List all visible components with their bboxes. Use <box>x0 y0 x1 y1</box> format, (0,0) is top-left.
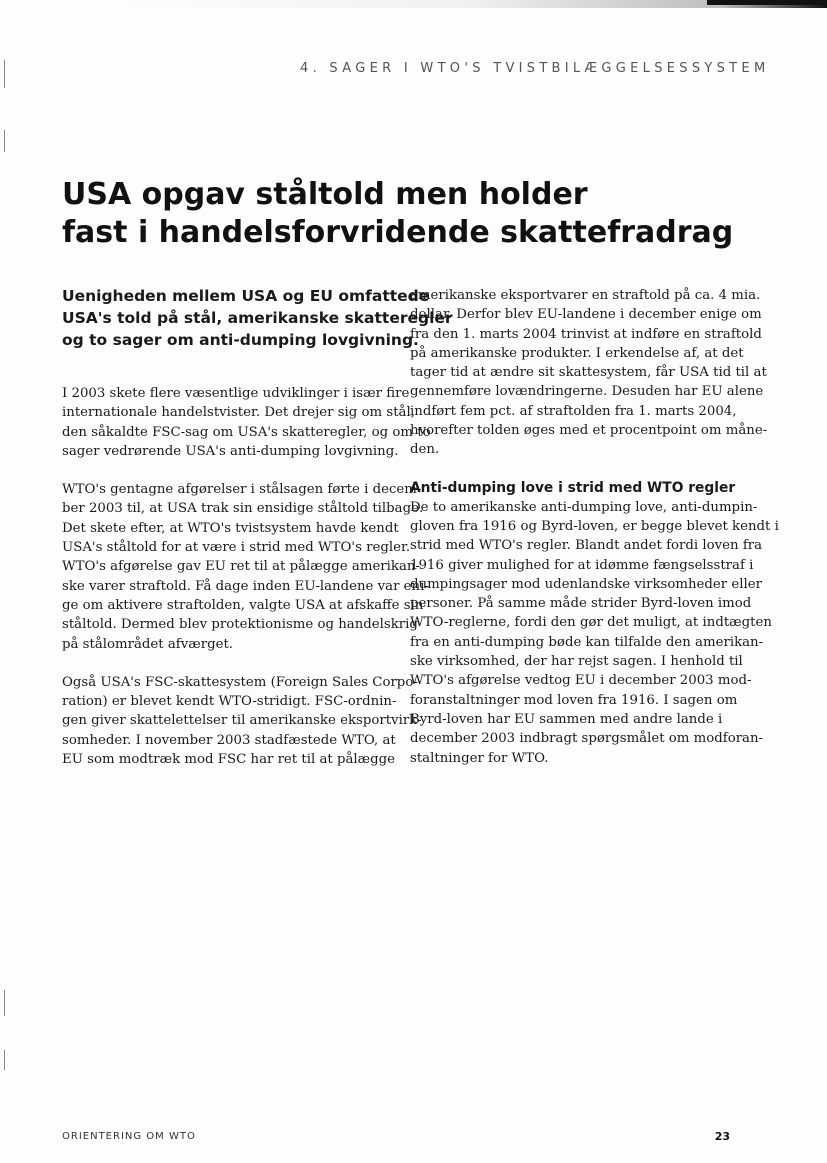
text-line: WTO-reglerne, fordi den gør det muligt, at indtægten <box>410 615 772 631</box>
lead-line: Uenigheden mellem USA og EU omfattede <box>62 287 430 305</box>
text-line: gen giver skattelettelser til amerikanske eksportvirk- <box>62 713 422 729</box>
text-line: WTO's gentagne afgørelser i stålsagen førte i decem- <box>62 482 422 498</box>
text-line: internationale handelstvister. Det drejer sig om stål, <box>62 405 415 421</box>
text-line: WTO's afgørelse vedtog EU i december 2003 mod- <box>410 673 752 689</box>
right-column <box>410 286 779 787</box>
title-line: fast i handelsforvridende skattefradrag <box>62 215 734 250</box>
text-line: 1916 giver mulighed for at idømme fængselsstraf i <box>410 557 754 573</box>
text-line: ståltold. Dermed blev protektionisme og handelskrig <box>62 617 418 633</box>
scan-edge-mark <box>4 130 5 152</box>
title-line: USA opgav ståltold men holder <box>62 177 588 212</box>
text-line: den. <box>410 442 440 458</box>
text-line: foranstaltninger mod loven fra 1916. I sagen om <box>410 692 738 708</box>
text-line: ber 2003 til, at USA trak sin ensidige ståltold tilbage. <box>62 501 424 517</box>
body-paragraph <box>62 673 422 769</box>
body-paragraph <box>62 384 431 461</box>
text-line: på amerikanske produkter. I erkendelse af, at det <box>410 345 744 361</box>
text-line: ske varer straftold. Få dage inden EU-landene var eni- <box>62 578 429 594</box>
text-line: somheder. I november 2003 stadfæstede WTO, at <box>62 732 396 748</box>
page-number: 23 <box>714 1130 730 1143</box>
text-line: dollar. Derfor blev EU-landene i december enige om <box>410 307 762 323</box>
text-line: hvorefter tolden øges med et procentpoint om måne- <box>410 423 768 439</box>
scan-edge-mark <box>4 1050 5 1070</box>
text-line: gloven fra 1916 og Byrd-loven, er begge blevet kendt i <box>410 518 779 534</box>
scan-edge-mark <box>4 990 5 1016</box>
running-head: 4. SAGER I WTO'S TVISTBILÆGGELSESSYSTEM <box>300 61 770 76</box>
text-line: De to amerikanske anti-dumping love, anti-dumpin- <box>410 499 758 515</box>
body-paragraph <box>410 498 779 768</box>
text-line: Det skete efter, at WTO's tvistsystem havde kendt <box>62 520 399 536</box>
lead-paragraph <box>62 285 453 351</box>
section-subheading: Anti-dumping love i strid med WTO regler <box>410 479 736 496</box>
text-line: Også USA's FSC-skattesystem (Foreign Sales Corpo- <box>62 674 418 690</box>
body-paragraph <box>62 480 429 654</box>
text-line: ge om aktivere straftolden, valgte USA at afskaffe sin <box>62 597 424 613</box>
scan-edge-mark <box>4 60 5 88</box>
page-title <box>62 176 762 252</box>
text-line: på stålområdet afværget. <box>62 636 234 652</box>
scan-edge-bar <box>707 0 827 5</box>
text-line: personer. På samme måde strider Byrd-loven imod <box>410 596 752 612</box>
text-line: fra en anti-dumping bøde kan tilfalde den amerikan- <box>410 634 764 650</box>
footer-publication-name: ORIENTERING OM WTO <box>62 1131 196 1142</box>
text-line: strid med WTO's regler. Blandt andet fordi loven fra <box>410 538 763 554</box>
lead-line: USA's told på stål, amerikanske skatteregler <box>62 309 453 327</box>
text-line: EU som modtræk mod FSC har ret til at pålægge <box>62 752 396 768</box>
text-line: indført fem pct. af straftolden fra 1. marts 2004, <box>410 403 737 419</box>
text-line: den såkaldte FSC-sag om USA's skatteregler, og om to <box>62 424 431 440</box>
text-line: gennemføre lovændringerne. Desuden har EU alene <box>410 384 764 400</box>
text-line: USA's ståltold for at være i strid med WTO's regler. <box>62 540 411 556</box>
text-line: staltninger for WTO. <box>410 750 549 766</box>
text-line: ske virksomhed, der har rejst sagen. I henhold til <box>410 654 743 670</box>
text-line: tager tid at ændre sit skattesystem, får USA tid til at <box>410 365 767 381</box>
text-line: Byrd-loven har EU sammen med andre lande i <box>410 711 723 727</box>
text-line: I 2003 skete flere væsentlige udviklinger i især fire <box>62 386 410 401</box>
left-column <box>62 384 431 788</box>
lead-line: og to sager om anti-dumping lovgivning. <box>62 331 419 349</box>
text-line: ration) er blevet kendt WTO-stridigt. FSC-ordnin- <box>62 694 397 710</box>
text-line: fra den 1. marts 2004 trinvist at indføre en straftold <box>410 326 762 342</box>
text-line: WTO's afgørelse gav EU ret til at pålægge amerikan- <box>62 559 420 575</box>
text-line: sager vedrørende USA's anti-dumping lovgivning. <box>62 443 399 459</box>
text-line: december 2003 indbragt spørgsmålet om modforan- <box>410 731 764 747</box>
text-line: dumpingsager mod udenlandske virksomheder eller <box>410 576 762 592</box>
body-paragraph <box>410 286 768 460</box>
text-line: amerikanske eksportvarer en straftold på ca. 4 mia. <box>410 288 761 303</box>
